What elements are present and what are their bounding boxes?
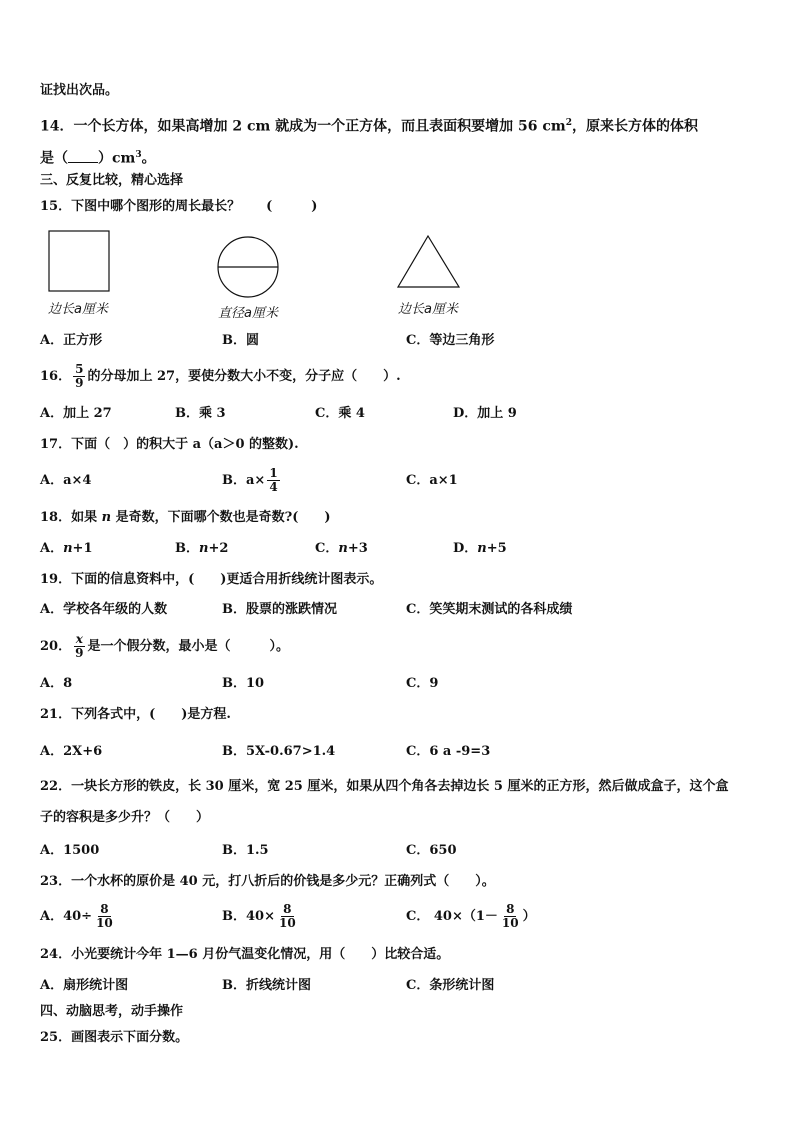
q20-frac-denominator: 9 [75, 646, 84, 660]
q23-option-a-text: A．40÷ [40, 909, 93, 924]
q22-option-b[interactable]: B．1.5 [222, 843, 269, 858]
q17-frac-denominator: 4 [269, 480, 278, 494]
q24-option-b[interactable]: B．折线统计图 [222, 978, 311, 993]
q22-option-a[interactable]: A．1500 [40, 843, 100, 858]
q25-stem: 25．画图表示下面分数。 [40, 1030, 189, 1045]
q18-option-b-var: n [199, 541, 209, 556]
square-figure [48, 230, 112, 294]
q18-stem-b: 是奇数，下面哪个数也是奇数?( ) [115, 510, 331, 525]
q16-frac-numerator: 5 [75, 362, 84, 376]
q21-option-b[interactable]: B．5X-0.67>1.4 [222, 744, 336, 759]
q18-stem-a: 18．如果 [40, 510, 98, 525]
q23-a-numerator: 8 [100, 902, 109, 916]
q18-option-a-letter: A． [40, 541, 64, 556]
q16-fraction [73, 363, 85, 390]
q18-stem [40, 509, 331, 527]
q23-b-denominator: 10 [278, 916, 296, 930]
section4-heading: 四、动脑思考，动手操作 [40, 1004, 184, 1019]
q23-c-numerator: 8 [506, 902, 515, 916]
q16-stem-rest: 的分母加上 27，要使分数大小不变，分子应（ ）. [87, 369, 401, 384]
q17-frac-numerator: 1 [269, 466, 278, 480]
top-line: 证找出次品。 [40, 83, 119, 98]
q18-option-d[interactable] [453, 540, 507, 558]
circle-figure [216, 236, 282, 300]
q15-stem: 15．下图中哪个图形的周长最长？ ( ) [40, 199, 318, 214]
q18-option-a-rest: +1 [72, 541, 93, 556]
q18-option-c-var: n [338, 541, 348, 556]
q17-option-b[interactable] [222, 464, 282, 498]
q22-line2: 子的容积是多少升？（ ） [40, 810, 210, 825]
q20-frac-numerator: x [75, 632, 83, 646]
section3-heading: 三、反复比较，精心选择 [40, 173, 184, 188]
q17-option-b-fraction [267, 467, 279, 494]
q15-option-c[interactable]: C．等边三角形 [406, 333, 495, 348]
q22-line1: 22．一块长方形的铁皮，长 30 厘米，宽 25 厘米，如果从四个角各去掉边长 5 厘米的正方形，然后做成盒子，这个盒 [40, 779, 729, 794]
q16-option-b[interactable]: B．乘 3 [175, 406, 226, 421]
q18-option-b-letter: B． [175, 541, 199, 556]
q14-sup-3: 3 [135, 150, 142, 160]
q23-option-c[interactable] [406, 900, 536, 934]
q16-stem [40, 360, 401, 394]
q18-option-a-var: n [63, 541, 73, 556]
q23-option-c-close: ） [522, 909, 536, 924]
q18-variable: n [101, 510, 112, 525]
q14-sup-2: 2 [565, 118, 573, 128]
q14-text-c: 是（ [40, 150, 68, 167]
q16-option-d[interactable]: D．加上 9 [453, 406, 517, 421]
q23-option-a-fraction [94, 903, 115, 930]
q20-fraction [73, 633, 85, 660]
q24-option-c[interactable]: C．条形统计图 [406, 978, 495, 993]
q19-option-c[interactable]: C．笑笑期末测试的各科成绩 [406, 602, 573, 617]
q24-stem: 24．小光要统计今年 1—6 月份气温变化情况，用（ ）比较合适。 [40, 947, 450, 962]
q23-option-c-text: C． 40×（1－ [406, 909, 498, 924]
q23-option-b-fraction [277, 903, 298, 930]
q15-option-a[interactable]: A．正方形 [40, 333, 103, 348]
q23-c-denominator: 10 [501, 916, 519, 930]
q18-option-b[interactable] [175, 540, 228, 558]
q18-option-d-var: n [477, 541, 487, 556]
q18-option-a[interactable] [40, 540, 93, 558]
q24-option-a[interactable]: A．扇形统计图 [40, 978, 129, 993]
q14-answer-blank[interactable] [68, 150, 98, 163]
q20-option-c[interactable]: C．9 [406, 676, 439, 691]
q19-stem: 19．下面的信息资料中，( )更适合用折线统计图表示。 [40, 572, 383, 587]
q16-option-c[interactable]: C．乘 4 [315, 406, 365, 421]
q14-line1 [40, 114, 698, 136]
q16-frac-denominator: 9 [75, 376, 84, 390]
q18-option-d-letter: D． [453, 541, 478, 556]
triangle-figure [396, 234, 462, 290]
q14-text-a: 14．一个长方体，如果高增加 2 cm 就成为一个正方体，而且表面积要增加 56 cm [40, 118, 566, 135]
q20-number: 20． [40, 639, 72, 654]
q23-a-denominator: 10 [96, 916, 113, 930]
q21-stem: 21．下列各式中，( )是方程. [40, 707, 231, 722]
q23-b-numerator: 8 [283, 902, 292, 916]
q20-option-a[interactable]: A．8 [40, 676, 73, 691]
q18-option-d-rest: +5 [486, 541, 507, 556]
q14-text-d: ）cm [98, 150, 136, 167]
q14-text-b: ，原来长方体的体积 [572, 118, 699, 135]
q23-stem: 23．一个水杯的原价是 40 元，打八折后的价钱是多少元？正确列式（ ）。 [40, 874, 495, 889]
q21-option-c[interactable]: C．6 a -9=3 [406, 744, 491, 759]
q19-option-b[interactable]: B．股票的涨跌情况 [222, 602, 337, 617]
q17-option-c[interactable]: C．a×1 [406, 473, 458, 488]
q17-option-b-text: B．a× [222, 473, 266, 488]
q18-option-c-rest: +3 [347, 541, 368, 556]
q20-option-b[interactable]: B．10 [222, 676, 265, 691]
q23-option-c-fraction [500, 903, 521, 930]
q18-option-b-rest: +2 [208, 541, 229, 556]
q20-stem [40, 630, 289, 664]
circle-caption: 直径a厘米 [218, 306, 278, 321]
q14-line2 [40, 146, 156, 168]
q23-option-b-text: B．40× [222, 909, 275, 924]
q14-text-e: 。 [141, 150, 156, 167]
q21-option-a[interactable]: A．2X+6 [40, 744, 103, 759]
q23-option-a[interactable] [40, 900, 117, 934]
q16-number: 16． [40, 369, 72, 384]
q17-option-a[interactable]: A．a×4 [40, 473, 92, 488]
q23-option-b[interactable] [222, 900, 300, 934]
triangle-caption: 边长a厘米 [398, 302, 458, 317]
q18-option-c-letter: C． [315, 541, 339, 556]
q22-option-c[interactable]: C．650 [406, 843, 457, 858]
q15-option-b[interactable]: B．圆 [222, 333, 259, 348]
square-caption: 边长a厘米 [48, 302, 108, 317]
q19-option-a[interactable]: A．学校各年级的人数 [40, 602, 168, 617]
q17-stem: 17．下面（ ）的积大于 a（a＞0 的整数). [40, 437, 299, 452]
q20-stem-rest: 是一个假分数，最小是（ ）。 [87, 639, 289, 654]
q16-option-a[interactable]: A．加上 27 [40, 406, 112, 421]
q18-option-c[interactable] [315, 540, 368, 558]
